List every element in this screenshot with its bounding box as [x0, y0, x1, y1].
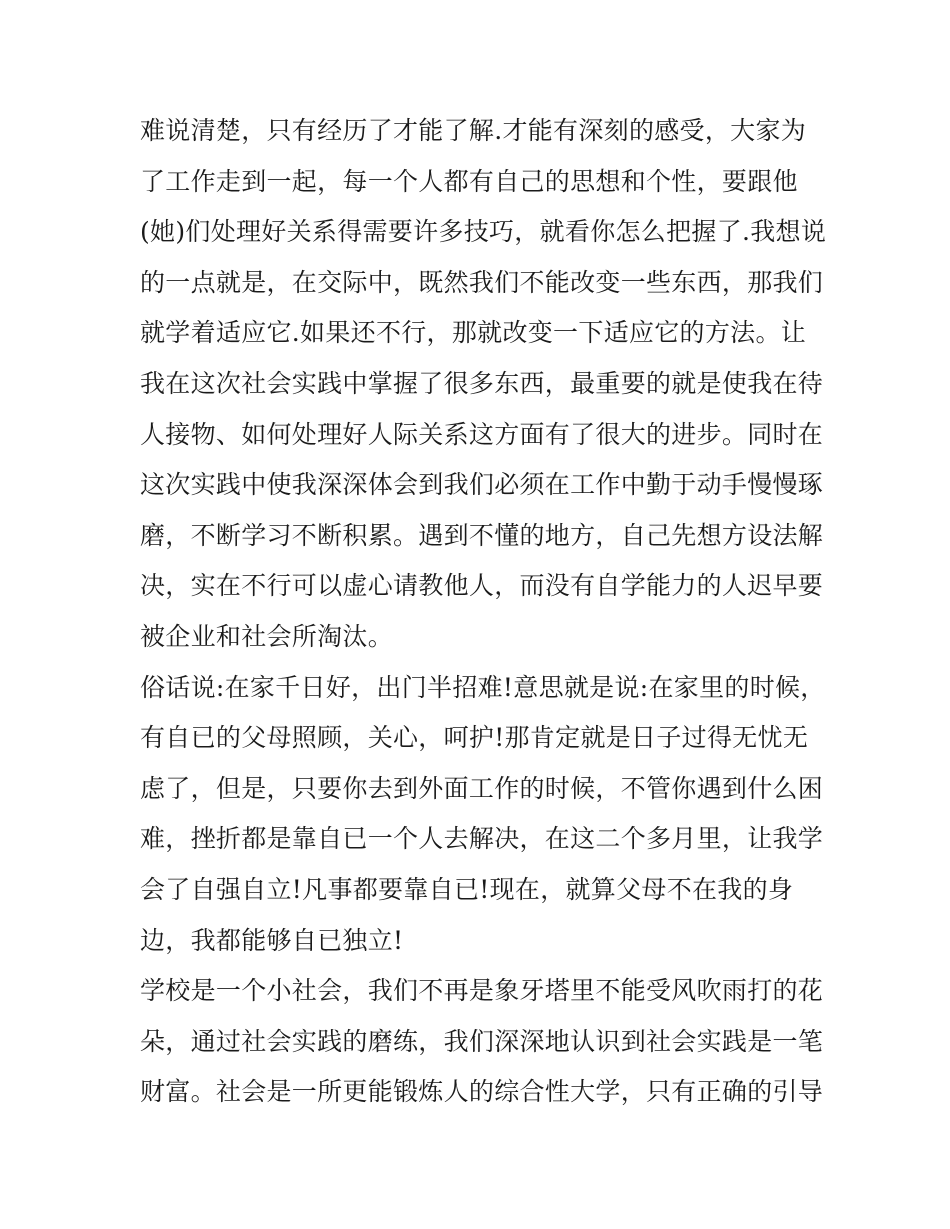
text-line: 这次实践中使我深深体会到我们必须在工作中勤于动手慢慢琢 — [140, 470, 824, 500]
text-line: 学校是一个小社会，我们不再是象牙塔里不能受风吹雨打的花 — [140, 976, 824, 1006]
text-line: 财富。社会是一所更能锻炼人的综合性大学，只有正确的引导 — [140, 1077, 824, 1107]
text-line: 难说清楚，只有经历了才能了解.才能有深刻的感受，大家为 — [140, 116, 807, 145]
text-line: (她)们处理好关系得需要许多技巧，就看你怎么把握了.我想说 — [140, 217, 827, 247]
text-line: 被企业和社会所淘汰。 — [140, 621, 394, 651]
text-line: 边，我都能够自已独立! — [140, 925, 404, 955]
text-line: 俗话说:在家千日好，出门半招难!意思就是说:在家里的时候， — [140, 672, 826, 702]
text-line: 决，实在不行可以虚心请教他人，而没有自学能力的人迟早要 — [140, 571, 824, 601]
text-line: 磨，不断学习不断积累。遇到不懂的地方，自己先想方设法解 — [140, 520, 824, 550]
text-line: 有自已的父母照顾，关心，呵护!那肯定就是日子过得无忧无 — [140, 723, 809, 753]
text-line: 难，挫折都是靠自已一个人去解决，在这二个多月里，让我学 — [140, 824, 824, 854]
text-line: 虑了，但是，只要你去到外面工作的时候，不管你遇到什么困 — [140, 773, 824, 803]
document-body — [140, 106, 827, 1118]
text-line: 的一点就是，在交际中，既然我们不能改变一些东西，那我们 — [140, 267, 824, 297]
text-line: 朵，通过社会实践的磨练，我们深深地认识到社会实践是一笔 — [140, 1026, 824, 1056]
text-line: 人接物、如何处理好人际关系这方面有了很大的进步。同时在 — [140, 419, 824, 449]
text-line: 就学着适应它.如果还不行，那就改变一下适应它的方法。让 — [140, 318, 807, 348]
text-line: 了工作走到一起，每一个人都有自己的思想和个性，要跟他 — [140, 166, 798, 196]
text-line: 我在这次社会实践中掌握了很多东西，最重要的就是使我在待 — [140, 368, 824, 398]
text-line: 会了自强自立!凡事都要靠自已!现在，就算父母不在我的身 — [140, 874, 794, 904]
